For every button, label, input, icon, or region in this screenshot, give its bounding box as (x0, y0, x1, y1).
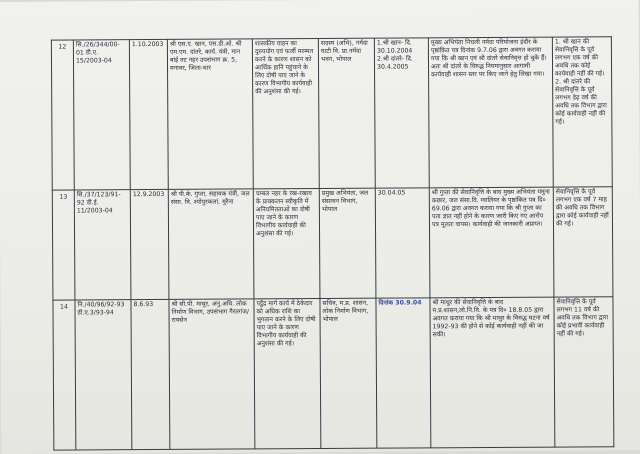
serial-cell: 13 (52, 190, 75, 300)
authority-cell: प्रमुख अभियंता, जल संसाधन विभाग, भोपाल (319, 188, 376, 298)
case-no-cell: नि./40/96/92-93 डी.ए.3/93-94 (75, 300, 132, 450)
date-cell: 12.9.2003 (130, 189, 169, 299)
date-cell: 8.6.93 (131, 299, 170, 449)
remarks-cell: 1. श्री खान की सेवानिवृत्ति के पूर्व लगभग एक वर्ष की अवधि तक कोई कार्यवाही नहीं की गई। 2. श्री दांतरे की सेवानिवृत्ति के पूर्व लगभग डेढ़ वर्ष की अवधि तक विभाग द्वारा कोई कार्यवाही नहीं की गई। (552, 37, 612, 187)
allegation-cell: चम्बल नहर के रख-रखाव के प्राक्कलन स्वीकृति में अनियमितताओं का दोषी पाए जाने के कारण विभागीय कार्यवाही की अनुशंसा की गई। (253, 189, 320, 299)
allegation-cell: पट्ठेंद्र मार्ग कार्य में ठेकेदार को अधिक राशि का भुगतान करने के लिए दोषी पाए जाने के कारण विभागीय कार्यवाही की अनुशंसा की गई। (254, 299, 321, 449)
remarks-cell: सेवानिवृत्ति के पूर्व लगभग 11 वर्ष की अवधि तक विभाग द्वारा कोई प्रभावी कार्यवाही नहीं की गई। (554, 297, 614, 447)
cases-table (51, 36, 615, 450)
table-row (53, 297, 614, 450)
case-no-cell: सि./26/344/00-01 डी.ए. 15/2003-04 (73, 40, 130, 190)
case-no-cell: सि./37/123/91-92 डी.ई. 11/2003-04 (74, 190, 131, 300)
status-cell: मुख्य अभियंता निचली नर्मदा परियोजना इंदौर के पृष्ठांकित पत्र दिनांक 9.7.06 द्वारा अवगत कराया गया कि श्री खान एवं श्री दांतरे सेवानिवृत्त हो चुके हैं। अतः श्री दांतरे के विरुद्ध नियमानुसार आगामी कार्यवाही शासन स्तर पर किए जाने हेतु लिखा गया। (428, 37, 553, 188)
serial-cell: 12 (51, 40, 74, 190)
sent-date-cell: दिनांक 30.9.04 (376, 298, 431, 448)
serial-cell: 14 (53, 300, 76, 450)
authority-cell: सदस्य (अभि), नर्मदा घाटी वि. प्रा.नर्मदा भवन, भोपाल (318, 38, 375, 188)
allegation-cell: शासकीय वाहन का दुरुपयोग एवं फर्जी मरम्मत करने के कारण शासन को आर्थिक हानि पहुंचाने के लिए दोषी पाए जाने के कारण विभागीय कार्यवाही की अनुशंसा की गई। (252, 39, 319, 189)
remarks-cell: सेवानिवृत्ति के पूर्व लगभग एक वर्ष 7 माह की अवधि तक विभाग द्वारा कोई कार्यवाही नहीं की गई। (553, 187, 613, 297)
table-row (52, 187, 613, 300)
sent-date-cell: 1.श्री खान- दि. 30.10.2004 2.श्री दांतरे- दि. 30.4.2005 (374, 38, 429, 188)
accused-cell: श्री सी.पी. माथुर, अनु.अधि. लोक निर्माण विभाग, उपसंभाग गैरतगंज/रायसेन (169, 299, 255, 450)
date-cell: 1.10.2003 (129, 39, 168, 189)
sent-date-cell: 30.04.05 (375, 188, 430, 298)
accused-cell: श्री पी.के. गुप्ता, सहायक यंत्री, जल संसा. वि. श्योपुरकलां, मुरैना (168, 189, 254, 300)
table-row (51, 37, 612, 190)
status-cell: श्री माथुर की सेवानिवृत्ति के बाद म.प्र.शासन,लो.नि.वि. के पत्र दि० 18.8.05 द्वारा अवगत कराया गया कि श्री माथुर के विरुद्ध घटना वर्ष 1992-93 की होने से कोई कार्यवाही नहीं की जा सकी। (430, 297, 555, 448)
status-cell: श्री गुप्ता की सेवानिवृत्ति के बाद मुख्य अभियंता यमुना कछार, जल संसा.वि. ग्वालियर के पृष्ठांकित पत्र दि० 69.06 द्वारा अवगत कराया गया कि श्री गुप्ता का पता ज्ञात नहीं होने के कारण जारी किए गए आरोप पत्र मूलतः वापस। कार्यवाही की जानकारी अप्राप्त। (429, 187, 554, 298)
accused-cell: श्री एस.ए. खान, एस.डी.ओ. श्री एम.एम. दांतरे, कार्य. यंत्री, मान बांई तट नहर उपसंभाग क्र. 5, मनावर, जिला-धार (167, 39, 253, 190)
authority-cell: सचिव, म.प्र. शासन, लोक निर्माण विभाग, भोपाल (320, 298, 377, 448)
